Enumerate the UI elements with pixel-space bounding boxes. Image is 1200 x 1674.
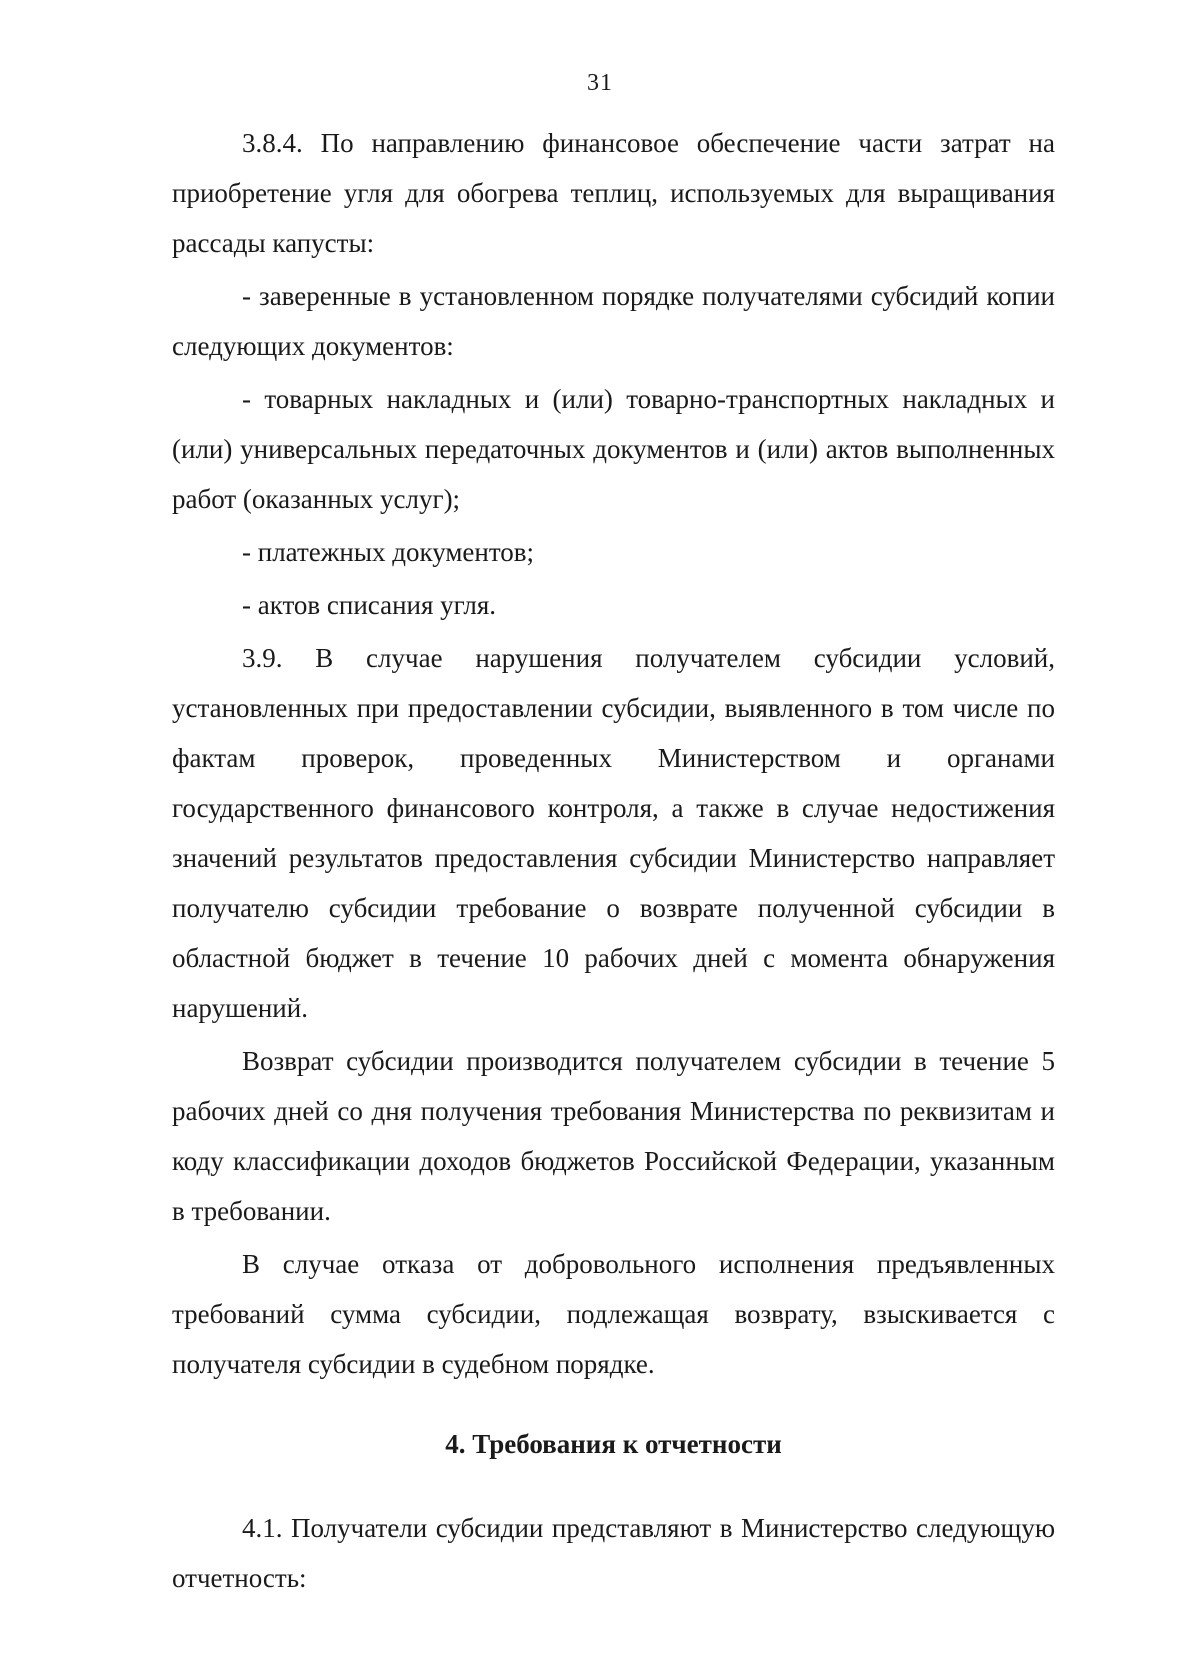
list-item-writeoff-acts: - актов списания угля. — [242, 590, 497, 620]
paragraph-3-9: 3.9. В случае нарушения получателем субсидии условий, установленных при предоставлении субсидии, выявленного в том числе по фактам проверок, проведенных Министерством и органами государственного финансового контроля, а также в случае недостижения значений результатов предоставления субсидии Министерство направляет получателю субсидии требование о возврате полученной субсидии в областной бюджет в течение 10 рабочих дней с момента обнаружения нарушений. — [172, 643, 1055, 1023]
list-item-payment-documents: - платежных документов; — [242, 537, 535, 567]
page-number: 31 — [587, 70, 613, 96]
paragraph-3-8-4: 3.8.4. По направлению финансовое обеспечение части затрат на приобретение угля для обогрева теплиц, используемых для выращивания рассады капусты: — [172, 128, 1055, 258]
paragraph-4-1: 4.1. Получатели субсидии представляют в Министерство следующую отчетность: — [172, 1513, 1055, 1593]
document-body — [172, 118, 1055, 1606]
paragraph-subsidy-return: Возврат субсидии производится получателем субсидии в течение 5 рабочих дней со дня получения требования Министерства по реквизитам и коду классификации доходов бюджетов Российской Федерации, указанным в требовании. — [172, 1046, 1055, 1226]
section-heading-4: 4. Требования к отчетности — [445, 1429, 782, 1459]
paragraph-refusal: В случае отказа от добровольного исполнения предъявленных требований сумма субсидии, подлежащая возврату, взыскивается с получателя субсидии в судебном порядке. — [172, 1249, 1055, 1379]
list-item-invoices: - товарных накладных и (или) товарно-транспортных накладных и (или) универсальных передаточных документов и (или) актов выполненных работ (оказанных услуг); — [172, 384, 1055, 514]
list-item-certified-copies: - заверенные в установленном порядке получателями субсидий копии следующих документов: — [172, 281, 1055, 361]
